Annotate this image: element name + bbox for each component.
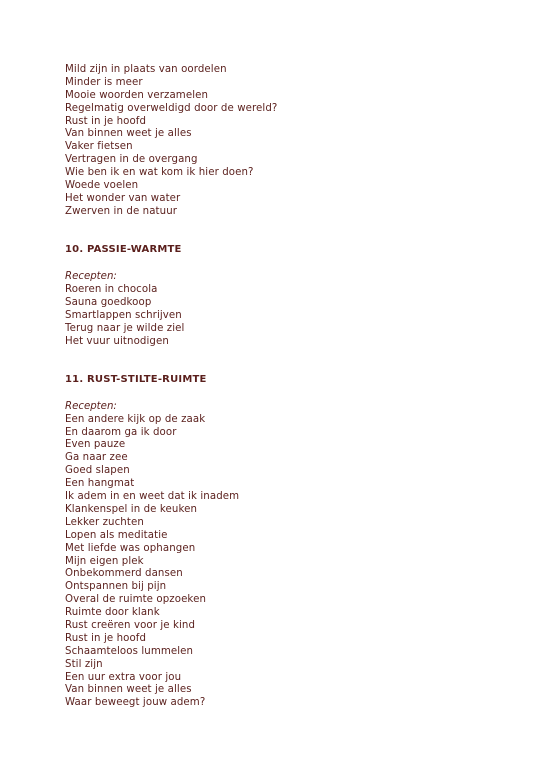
list-item: Mooie woorden verzamelen <box>65 89 209 101</box>
list-item: Wie ben ik en wat kom ik hier doen? <box>65 167 254 179</box>
section-passie-warmte <box>65 244 525 348</box>
list-item: En daarom ga ik door <box>65 426 177 438</box>
list-item: Regelmatig overweldigd door de wereld? <box>65 102 278 114</box>
list-item: Ontspannen bij pijn <box>65 581 167 593</box>
recipes-label: Recepten: <box>65 400 117 412</box>
recipes-label: Recepten: <box>65 271 117 283</box>
list-item: Lekker zuchten <box>65 516 144 528</box>
recipes-list <box>65 284 525 348</box>
list-item: Schaamteloos lummelen <box>65 645 194 657</box>
list-item: Even pauze <box>65 439 126 451</box>
list-item: Het vuur uitnodigen <box>65 335 169 347</box>
list-item: Lopen als meditatie <box>65 529 168 541</box>
section-rust-stilte-ruimte <box>65 374 525 710</box>
list-item: Overal de ruimte opzoeken <box>65 594 206 606</box>
list-item: Smartlappen schrijven <box>65 309 182 321</box>
list-item: Rust in je hoofd <box>65 632 147 644</box>
list-item: Ik adem in en weet dat ik inadem <box>65 491 240 503</box>
list-item: Ruimte door klank <box>65 607 160 619</box>
list-item: Vertragen in de overgang <box>65 154 198 166</box>
list-item: Een hangmat <box>65 478 135 490</box>
list-item: Zwerven in de natuur <box>65 205 178 217</box>
list-item: Sauna goedkoop <box>65 296 152 308</box>
list-item: Roeren in chocola <box>65 283 158 295</box>
list-item: Terug naar je wilde ziel <box>65 322 185 334</box>
list-item: Met liefde was ophangen <box>65 542 196 554</box>
list-item: Rust in je hoofd <box>65 115 147 127</box>
list-item: Vaker fietsen <box>65 141 133 153</box>
list-item: Ga naar zee <box>65 452 128 464</box>
section-heading: 10. PASSIE-WARMTE <box>65 244 182 256</box>
intro-list <box>65 64 525 219</box>
list-item: Woede voelen <box>65 180 139 192</box>
list-item: Rust creëren voor je kind <box>65 619 196 631</box>
list-item: Een uur extra voor jou <box>65 671 182 683</box>
list-item: Minder is meer <box>65 76 143 88</box>
list-item: Van binnen weet je alles <box>65 128 192 140</box>
list-item: Stil zijn <box>65 658 103 670</box>
list-item: Onbekommerd dansen <box>65 568 183 580</box>
list-item: Waar beweegt jouw adem? <box>65 697 206 709</box>
list-item: Van binnen weet je alles <box>65 684 192 696</box>
list-item: Goed slapen <box>65 465 130 477</box>
section-heading: 11. RUST-STILTE-RUIMTE <box>65 373 207 385</box>
document-page <box>65 64 525 710</box>
list-item: Mijn eigen plek <box>65 555 144 567</box>
list-item: Een andere kijk op de zaak <box>65 413 206 425</box>
recipes-list <box>65 414 525 710</box>
list-item: Mild zijn in plaats van oordelen <box>65 64 227 75</box>
list-item: Het wonder van water <box>65 192 181 204</box>
list-item: Klankenspel in de keuken <box>65 503 198 515</box>
